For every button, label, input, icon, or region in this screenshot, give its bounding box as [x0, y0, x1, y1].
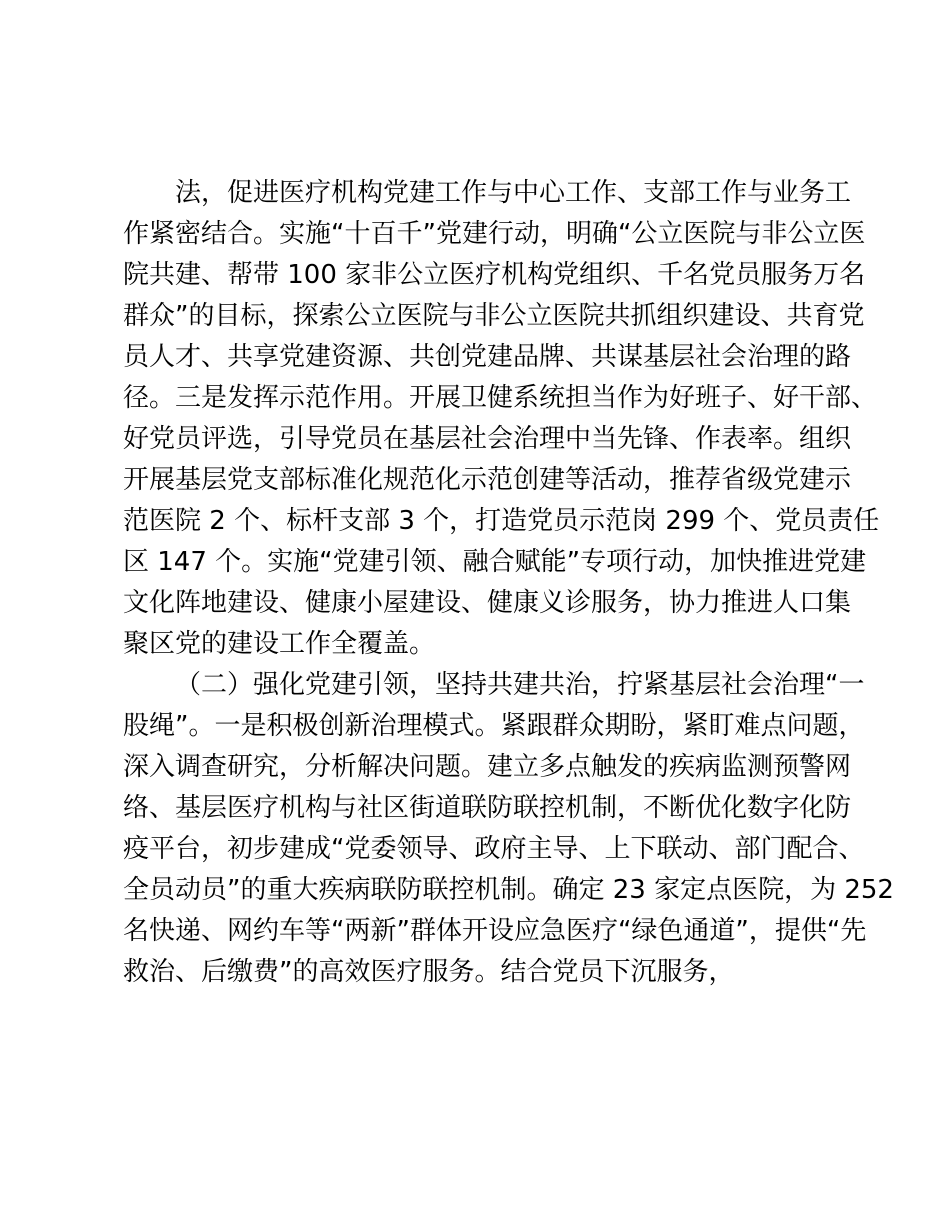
paragraph-line: 文化阵地建设、健康小屋建设、健康义诊服务，协力推进人口集	[123, 588, 852, 618]
paragraph-line: 聚区党的建设工作全覆盖。	[123, 629, 436, 659]
paragraph-line: 全员动员”的重大疾病联防联控机制。确定 23 家定点医院，为 252	[123, 875, 894, 905]
paragraph-line: 员人才、共享党建资源、共创党建品牌、共谋基层社会治理的路	[123, 342, 852, 372]
paragraph-line: 络、基层医疗机构与社区街道联防联控机制，不断优化数字化防	[123, 793, 852, 823]
paragraph-line: 院共建、帮带 100 家非公立医疗机构党组织、千名党员服务万名	[123, 260, 866, 290]
paragraph-line: 作紧密结合。实施“十百千”党建行动，明确“公立医院与非公立医	[123, 219, 866, 249]
paragraph-line: 范医院 2 个、标杆支部 3 个，打造党员示范岗 299 个、党员责任	[123, 506, 880, 536]
section-heading-line: （二）强化党建引领，坚持共建共治，拧紧基层社会治理“一	[175, 670, 865, 700]
paragraph-line: 股绳”。一是积极创新治理模式。紧跟群众期盼，紧盯难点问题，	[123, 711, 865, 741]
paragraph-line: 区 147 个。实施“党建引领、融合赋能”专项行动，加快推进党建	[123, 547, 867, 577]
paragraph-line: 名快递、网约车等“两新”群体开设应急医疗“绿色通道”，提供“先	[123, 916, 867, 946]
paragraph-line: 法，促进医疗机构党建工作与中心工作、支部工作与业务工	[175, 178, 852, 208]
paragraph-line: 救治、后缴费”的高效医疗服务。结合党员下沉服务，	[123, 957, 735, 987]
paragraph-line: 深入调查研究，分析解决问题。建立多点触发的疾病监测预警网	[123, 752, 852, 782]
paragraph-line: 径。三是发挥示范作用。开展卫健系统担当作为好班子、好干部、	[123, 383, 878, 413]
paragraph-line: 群众”的目标，探索公立医院与非公立医院共抓组织建设、共育党	[123, 301, 865, 331]
paragraph-line: 好党员评选，引导党员在基层社会治理中当先锋、作表率。组织	[123, 424, 852, 454]
paragraph-line: 开展基层党支部标准化规范化示范创建等活动，推荐省级党建示	[123, 465, 852, 495]
paragraph-line: 疫平台，初步建成“党委领导、政府主导、上下联动、部门配合、	[123, 834, 865, 864]
